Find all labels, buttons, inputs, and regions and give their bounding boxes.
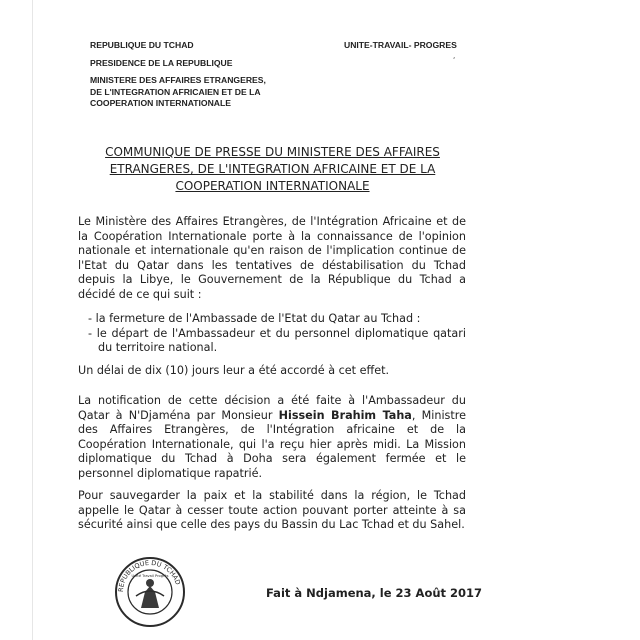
paragraph-announcement: Le Ministère des Affaires Etrangères, de l'Intégration Africaine et de la Coopération Internationale porte à la connaissance de l'opinion nationale et internationale qu'en raison de l'implication continue de l'Etat du Qatar dans les tentatives de déstabilisation du Tchad depuis la Libye, le Gouvernement de la République du Tchad a décidé de ce qui suit : [78,215,466,301]
paragraph-appeal: Pour sauvegarder la paix et la stabilité dans la région, le Tchad appelle le Qatar à cesser toute action pouvant porter atteinte à sa sécurité ainsi que celle des pays du Bassin du Lac Tchad et du Sahel. [78,489,466,531]
measures-list [88,312,466,356]
place-and-date: Fait à Ndjamena, le 23 Août 2017 [266,586,483,600]
national-motto: UNITE-TRAVAIL- PROGRES [344,40,457,50]
communique-body [78,215,466,533]
minister-name: Hissein Brahim Taha [278,408,412,422]
official-seal [114,556,186,628]
seal-motto: Unité Travail Progrès [131,574,169,578]
letterhead-ministry-line2: DE L'INTEGRATION AFRICAIEN ET DE LA [90,86,261,97]
letterhead-presidency: PRESIDENCE DE LA REPUBLIQUE [90,57,233,68]
measure-embassy-closure: - la fermeture de l'Ambassade de l'Etat du Qatar au Tchad : [88,312,421,325]
letterhead-ministry-line1: MINISTERE DES AFFAIRES ETRANGERES, [90,75,266,85]
letterhead-republic: REPUBLIQUE DU TCHAD [90,40,194,50]
measure-ambassador-departure: - le départ de l'Ambassadeur et du personnel diplomatique qatari du territoire national. [88,326,466,354]
page-edge [32,0,33,640]
seal-ring-text: REPUBLIQUE DU TCHAD [116,558,182,593]
letterhead [90,40,290,110]
paragraph-notification: La notification de cette décision a été faite à l'Ambassadeur du Qatar à N'Djaména par Monsieur Hissein Brahim Taha, Ministre des Affaires Etrangères, de l'Intégration africaine et de la Coopération Internationale, qui l'a reçu hier après midi. La Mission diplomatique du Tchad à Doha sera également fermée et le personnel diplomatique rapatrié. [78,394,466,480]
communique-title: COMMUNIQUE DE PRESSE DU MINISTERE DES AFFAIRES ETRANGERES, DE L'INTEGRATION AFRICAINE ET DE LA COOPERATION INTERNATIONALE [105,145,440,193]
scan-mark: ‘ [453,56,456,64]
paragraph-deadline: Un délai de dix (10) jours leur a été accordé à cet effet. [78,363,390,377]
letterhead-ministry-line3: COOPERATION INTERNATIONALE [90,98,231,108]
